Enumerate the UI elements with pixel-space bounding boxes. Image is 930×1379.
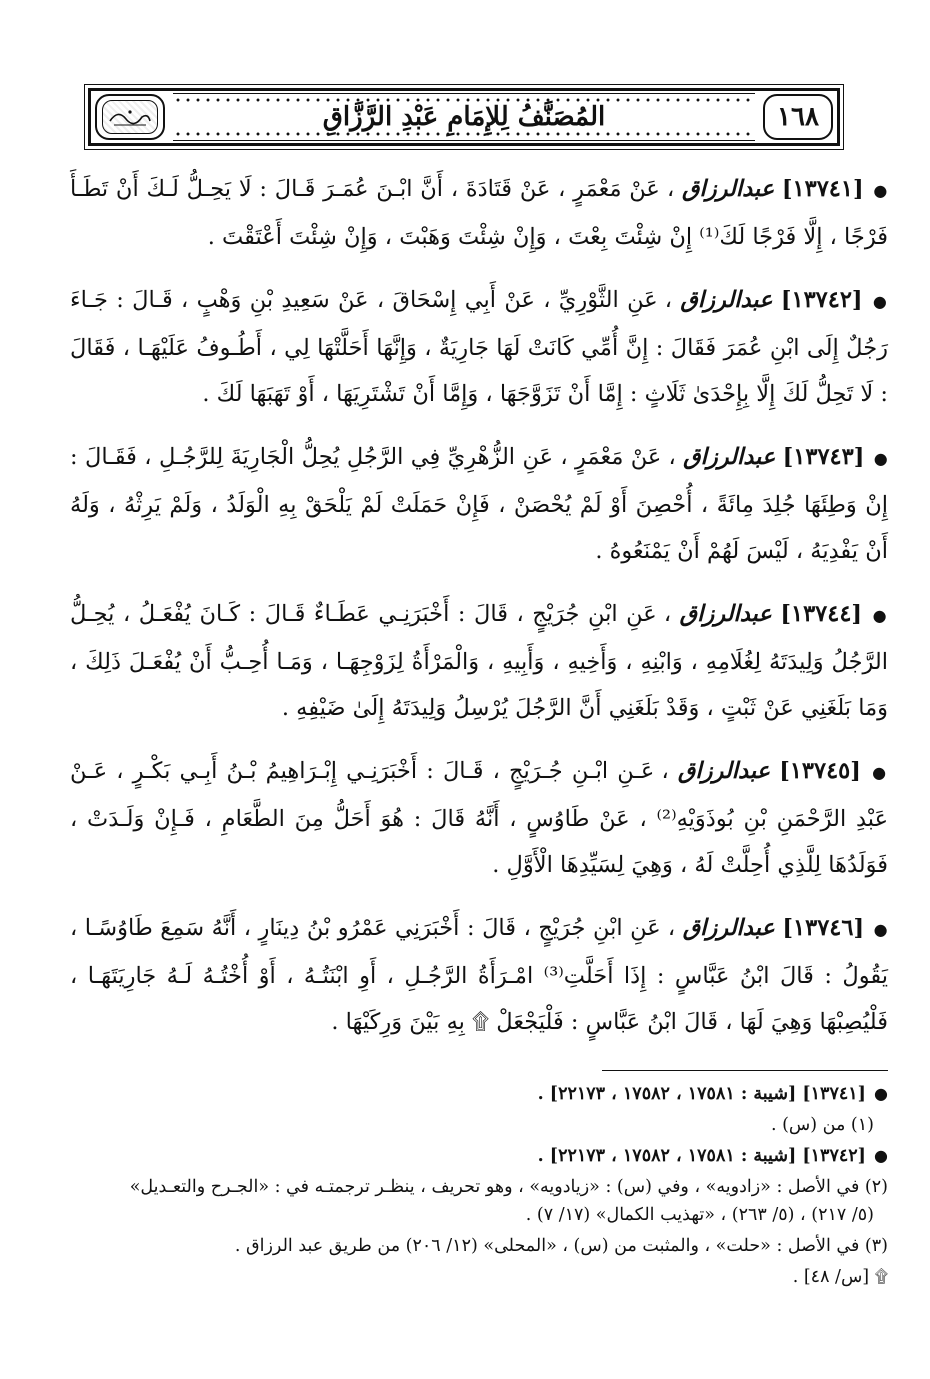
hadith-13744 — [70, 591, 888, 731]
footnotes — [70, 1080, 888, 1294]
hadith-text: ، عَنْ مَعْمَرٍ ، عَنِ الزُّهْرِيِّ فِي الرَّجُلِ يُحِلُّ الْجَارِيَةَ لِلرَّجُـلِ ، فَقَـالَ : إِنْ وَطِئَهَا جُلِدَ مِائَةً ، أُحْصِنَ أَوْ لَمْ يُحْصَنْ ، فَإِنْ حَمَلَتْ لَمْ يَلْحَقْ بِهِ الْوَلَدُ ، وَلَمْ يَرِثْهُ ، وَلَهُ أَنْ يَفْدِيَهُ ، لَيْسَ لَهُمْ أَنْ يَمْنَعُوهُ . — [70, 444, 888, 564]
footnote-reference — [70, 1080, 888, 1108]
header-emblem-frame — [95, 94, 165, 140]
hadith-text: ، عَنِ الثَّوْرِيِّ ، عَنْ أَبِي إِسْحَاقَ ، عَنْ سَعِيدِ بْنِ وَهْبٍ ، قَـالَ : جَـاءَ رَجُلٌ إِلَى ابْنِ عُمَرَ فَقَالَ : إِنَّ أُمِّي كَانَتْ لَهَا جَارِيَةٌ ، وَإِنَّهَا أَحَلَّتْهَا لِي ، أَطُـوفُ عَلَيْهَـا ، فَقَالَ : لَا تَحِلُّ لَكَ إِلَّا بِإِحْدَىٰ ثَلَاثٍ : إِمَّا أَنْ تَزَوَّجَهَا ، وَإِمَّا أَنْ تَشْتَرِيَهَا ، أَوْ تَهَبَهَا لَكَ . — [70, 287, 888, 407]
bullet-icon: ● — [873, 449, 888, 468]
page-header — [88, 88, 840, 146]
footnote-2-line-1: (٢) في الأصل : «زادويه» ، وفي (س) : «زيادويه» ، وهو تحريف ، ينظـر ترجمتـه في : «الجـرح والتعـديل» — [129, 1177, 888, 1197]
hadith-text: ، عَنِ ابْنِ جُرَيْجٍ ، قَالَ : أَخْبَرَنِـي عَطَـاءٌ قَـالَ : كَـانَ يُفْعَـلُ ، يُحِـلُّ الرَّجُلُ وَلِيدَتَهُ لِغُلَامِهِ ، وَابْنِهِ ، وَأَخِيهِ ، وَأَبِيهِ ، وَالْمَرْأَةُ لِزَوْجِهَـا ، وَمَـا أُحِـبُّ أَنْ يُفْعَـلَ ذَلِكَ ، وَمَا بَلَغَنِي عَنْ ثَبْتٍ ، وَقَدْ بَلَغَنِي أَنَّ الرَّجُلَ يُرْسِلُ وَلِيدَتَهُ إِلَىٰ ضَيْفِهِ . — [70, 601, 888, 721]
hadith-number: [١٣٧٤١] — [781, 176, 864, 202]
bullet-icon: ● — [873, 920, 889, 939]
footnote-3: (٣) في الأصل : «حلت» ، والمثبت من (س) ، «المحلى» (١٢/ ٢٠٦) من طريق عبد الرزاق . — [234, 1236, 888, 1256]
bullet-icon: ● — [872, 292, 889, 311]
hadith-narrator: عبدالرزاق — [679, 601, 772, 627]
hadith-text: ، عَنْ مَعْمَرٍ ، عَنْ قَتَادَةَ ، أَنَّ ابْـنَ عُمَـرَ قَـالَ : لَا يَحِـلُّ لَـكَ أَنْ تَطَـأَ فَرْجًا ، إِلَّا فَرْجًا لَكَ⁽¹⁾ إِنْ شِئْتَ بِعْتَ ، وَإِنْ شِئْتَ وَهَبْتَ ، وَإِنْ شِئْتَ أَعْتَقْتَ . — [70, 176, 888, 250]
page-number-frame — [763, 94, 833, 140]
hadith-number: [١٣٧٤٥] — [779, 758, 861, 784]
hadith-number: [١٣٧٤٤] — [780, 601, 863, 627]
hadith-text: ، عَـنِ ابْـنِ جُـرَيْجٍ ، قَـالَ : أَخْبَرَنِـي إِبْـرَاهِيمُ بْـنُ أَبِـي بَكْـرٍ ، عَـنْ عَبْدِ الرَّحْمَنِ بْنِ بُوذَوَيْهِ⁽²⁾ ، عَنْ طَاوُسٍ ، أَنَّهُ قَالَ : هُوَ أَحَلُّ مِنَ الطَّعَامِ ، فَـإِنْ وَلَـدَتْ ، فَوَلَدُهَا لِلَّذِي أُحِلَّتْ لَهُ ، وَهِيَ لِسَيِّدِهَا الْأَوَّلِ . — [70, 758, 888, 878]
footnote-divider — [602, 1070, 888, 1071]
hadith-number: [١٣٧٤٢] — [780, 287, 863, 313]
book-title: المُصَنَّفُ لِلإِمَامِ عَبْدِ الرَّزَّاقِ — [309, 102, 619, 132]
bullet-icon: ● — [872, 606, 888, 625]
bullet-icon: ● — [872, 763, 889, 782]
bullet-icon: ● — [873, 181, 888, 200]
hadith-narrator: عبدالرزاق — [682, 176, 775, 202]
hadith-narrator: عبدالرزاق — [683, 444, 776, 470]
hadith-text: ، عَنِ ابْنِ جُرَيْجٍ ، قَالَ : أَخْبَرَنِي عَمْرُو بْنُ دِينَارٍ ، أَنَّهُ سَمِعَ طَاوُسًـا ، يَقُولُ : قَالَ ابْنُ عَبَّاسٍ : إِذَا أَحَلَّتِ⁽³⁾ امْـرَأَةُ الرَّجُـلِ ، أَوِ ابْنَتُـهُ ، أَوْ أُخْتُـهُ لَـهُ جَارِيَتَهَـا ، فَلْيُصِبْهَا وَهِيَ لَهَا ، قَالَ ابْنُ عَبَّاسٍ : فَلْيَجْعَلْ ۩ بِهِ بَيْنَ وَرِكَيْهَا . — [70, 915, 888, 1035]
page-marker: ۩ [س/ ٤٨] . — [792, 1267, 888, 1287]
footnote-2-line-2: (٥/ ٢١٧) ، (٥/ ٢٦٣) ، «تهذيب الكمال» (١٧/ ٧) . — [525, 1205, 874, 1225]
hadith-narrator: عبدالرزاق — [677, 758, 771, 784]
hadith-13741 — [70, 166, 888, 260]
hadith-narrator: عبدالرزاق — [680, 287, 773, 313]
bullet-icon: ● — [874, 1084, 888, 1103]
footnote-2 — [70, 1173, 888, 1229]
footnote-1: (١) من (س) . — [770, 1115, 874, 1135]
hadith-number: [١٣٧٤٦] — [782, 915, 865, 941]
hadith-narrator: عبدالرزاق — [682, 915, 775, 941]
hadith-13743 — [70, 434, 888, 574]
hadith-13745 — [70, 748, 888, 888]
bullet-icon: ● — [874, 1146, 888, 1165]
header-title-band — [173, 93, 755, 141]
page-number: ١٦٨ — [777, 102, 819, 132]
reference-text: [١٣٧٤٢] [شيبة : ١٧٥٨١ ، ١٧٥٨٢ ، ٢٢١٧٣] . — [537, 1146, 866, 1166]
emblem-calligraphy-icon — [106, 105, 154, 129]
book-emblem-icon — [102, 100, 158, 134]
reference-text: [١٣٧٤١] [شيبة : ١٧٥٨١ ، ١٧٥٨٢ ، ٢٢١٧٣] . — [537, 1084, 866, 1104]
hadith-list — [70, 166, 888, 1062]
footnote-reference — [70, 1142, 888, 1170]
hadith-13742 — [70, 277, 888, 417]
hadith-number: [١٣٧٤٣] — [782, 444, 865, 470]
hadith-13746 — [70, 905, 888, 1045]
